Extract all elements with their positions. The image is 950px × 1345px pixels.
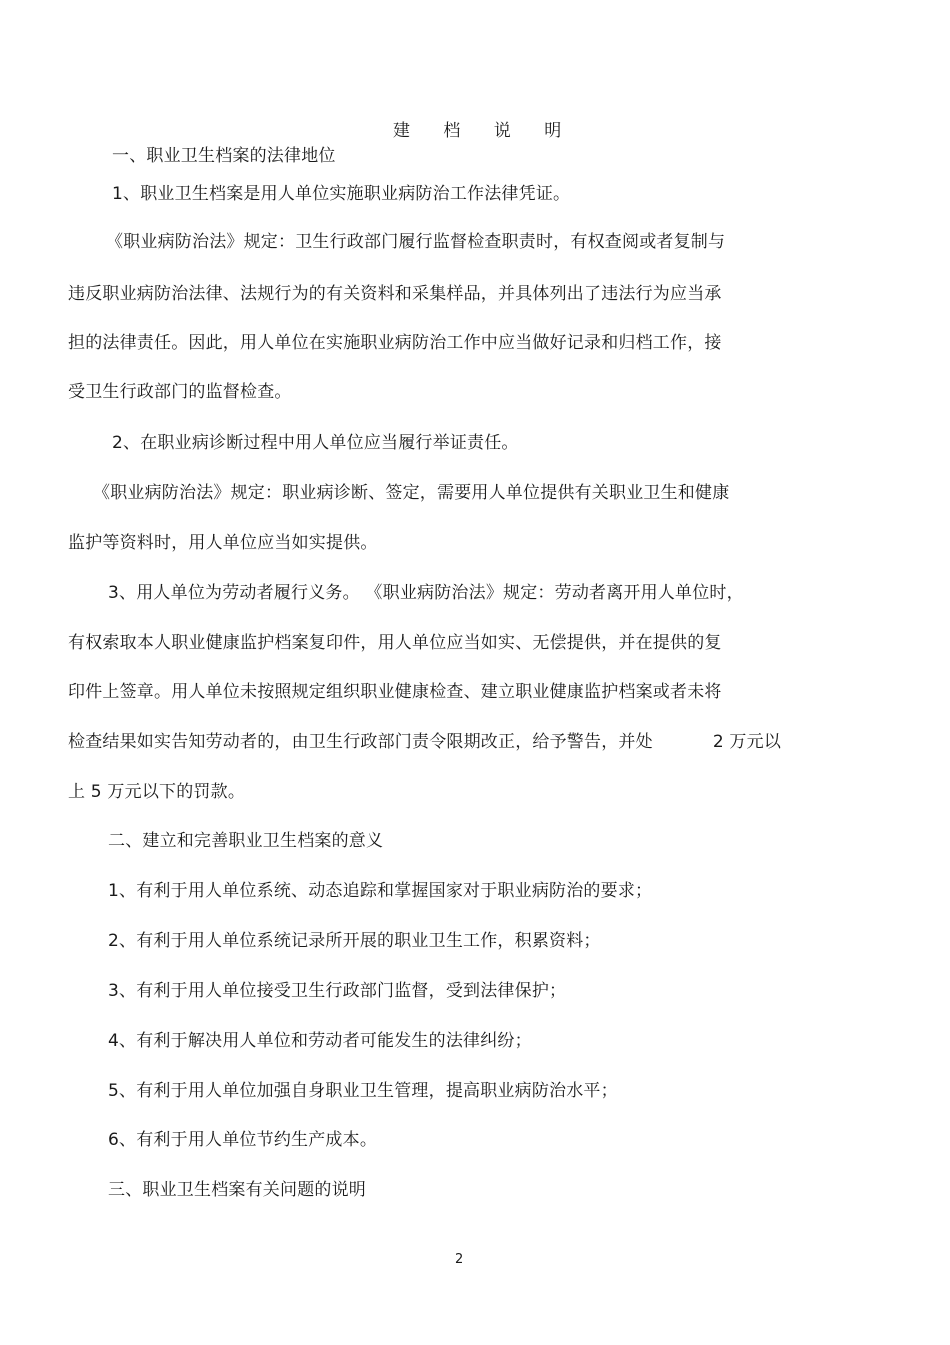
section-1-item-3: 3、用人单位为劳动者履行义务。 《职业病防治法》规定：劳动者离开用人单位时，: [108, 583, 744, 603]
section-2-item-2: 2、有利于用人单位系统记录所开展的职业卫生工作，积累资料；: [108, 931, 601, 951]
paragraph-line: 《职业病防治法》规定：卫生行政部门履行监督检查职责时，有权查阅或者复制与: [106, 232, 726, 252]
document-title: 建 档 说 明: [393, 121, 576, 141]
section-heading-1: 一、职业卫生档案的法律地位: [112, 146, 336, 166]
section-heading-2: 二、建立和完善职业卫生档案的意义: [108, 831, 384, 851]
paragraph-line: 《职业病防治法》规定：职业病诊断、签定，需要用人单位提供有关职业卫生和健康: [93, 483, 730, 503]
page-number: 2: [455, 1252, 464, 1267]
paragraph-line: 有权索取本人职业健康监护档案复印件，用人单位应当如实、无偿提供，并在提供的复: [68, 633, 722, 653]
section-2-item-5: 5、有利于用人单位加强自身职业卫生管理，提高职业病防治水平；: [108, 1081, 618, 1101]
paragraph-line: 违反职业病防治法律、法规行为的有关资料和采集样品，并具体列出了违法行为应当承: [68, 284, 722, 304]
paragraph-line: [68, 731, 781, 753]
section-heading-3: 三、职业卫生档案有关问题的说明: [108, 1180, 366, 1200]
paragraph-line-text: 检查结果如实告知劳动者的，由卫生行政部门责令限期改正，给予警告，并处: [68, 732, 653, 752]
section-2-item-6: 6、有利于用人单位节约生产成本。: [108, 1130, 378, 1150]
section-1-item-2: 2、在职业病诊断过程中用人单位应当履行举证责任。: [112, 433, 519, 453]
paragraph-line: 担的法律责任。因此，用人单位在实施职业病防治工作中应当做好记录和归档工作，接: [68, 333, 722, 353]
paragraph-line-text: 2 万元以: [712, 732, 782, 752]
paragraph-line: 监护等资料时，用人单位应当如实提供。: [68, 533, 378, 553]
paragraph-line: 上 5 万元以下的罚款。: [68, 782, 246, 802]
section-2-item-1: 1、有利于用人单位系统、动态追踪和掌握国家对于职业病防治的要求；: [108, 881, 653, 901]
section-2-item-4: 4、有利于解决用人单位和劳动者可能发生的法律纠纷；: [108, 1031, 532, 1051]
paragraph-line: 印件上签章。用人单位未按照规定组织职业健康检查、建立职业健康监护档案或者未将: [68, 682, 722, 702]
section-1-item-1: 1、职业卫生档案是用人单位实施职业病防治工作法律凭证。: [112, 184, 571, 204]
section-2-item-3: 3、有利于用人单位接受卫生行政部门监督，受到法律保护；: [108, 981, 567, 1001]
paragraph-line: 受卫生行政部门的监督检查。: [68, 382, 292, 402]
